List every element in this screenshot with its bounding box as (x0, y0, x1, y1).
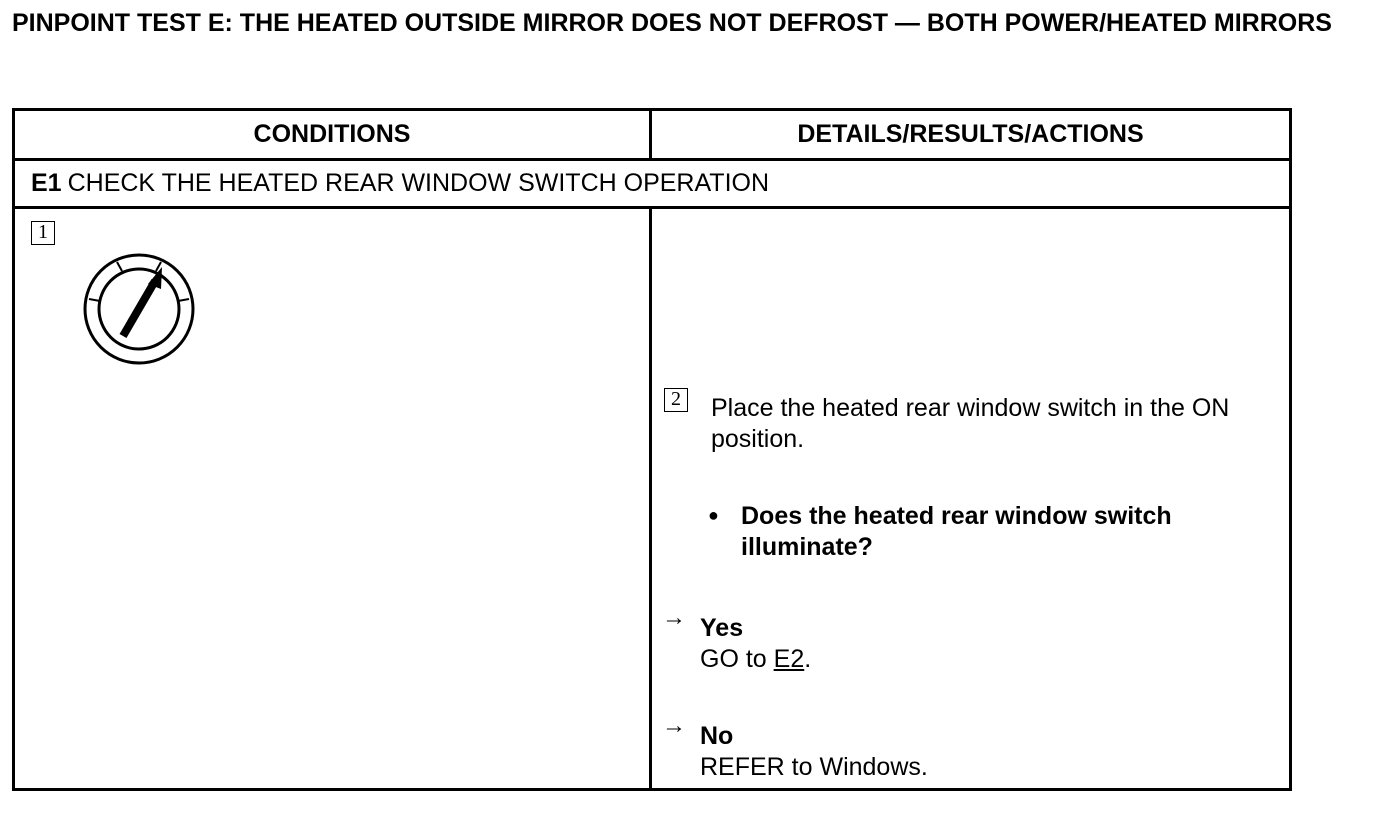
ignition-switch-icon (81, 249, 197, 369)
step-title: CHECK THE HEATED REAR WINDOW SWITCH OPERATION (67, 169, 770, 197)
no-action: REFER to Windows. (700, 753, 928, 781)
callout-2-box: 2 (664, 388, 688, 412)
callout-1-box: 1 (31, 221, 55, 245)
body-divider (649, 209, 652, 788)
yes-action (700, 644, 811, 675)
right-arrow-icon: → (662, 604, 686, 631)
yes-label: Yes (700, 614, 744, 642)
page-title: PINPOINT TEST E: THE HEATED OUTSIDE MIRROR DOES NOT DEFROST — BOTH POWER/HEATED MIRRORS (12, 9, 1332, 37)
column-header-details: DETAILS/RESULTS/ACTIONS (797, 120, 1144, 148)
right-arrow-icon: → (662, 712, 686, 739)
pinpoint-test-table (12, 108, 1292, 791)
bullet-icon: ● (708, 505, 719, 525)
header-divider (649, 111, 652, 158)
e2-link[interactable]: E2 (773, 645, 805, 673)
step-rule (15, 206, 1289, 209)
no-label: No (700, 722, 734, 750)
instruction-text: Place the heated rear window switch in the ON position. (711, 394, 1230, 453)
yes-action-prefix: GO to (700, 645, 774, 673)
yes-action-suffix: . (804, 645, 812, 673)
step-heading (31, 161, 769, 206)
question-text: Does the heated rear window switch illuminate? (741, 502, 1172, 561)
step-id: E1 (31, 169, 62, 197)
column-header-conditions: CONDITIONS (253, 120, 411, 148)
